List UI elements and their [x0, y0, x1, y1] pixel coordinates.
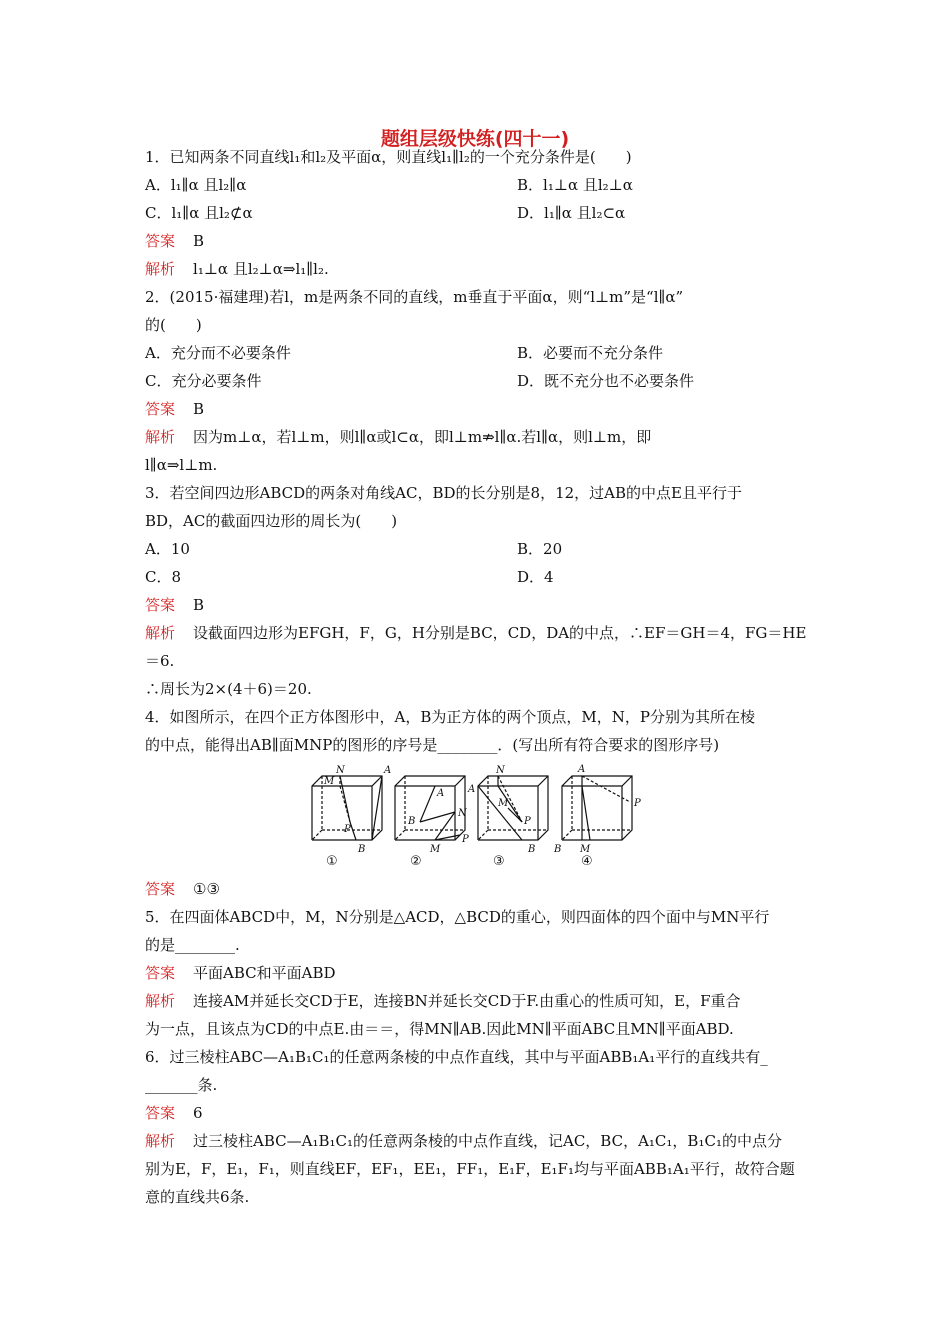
analysis-text: l₁⊥α 且l₂⊥α⇒l₁∥l₂. [193, 260, 329, 278]
answer-label: 答案 [145, 1104, 176, 1122]
question-1-option-c: C．l₁∥α 且l₂⊄α [145, 204, 253, 222]
question-6-analysis-line-2: 别为E，F，E₁，F₁，则直线EF，EF₁，EE₁，FF₁，E₁F，E₁F₁均与平面ABB₁A₁平行，故符合题 [145, 1160, 795, 1178]
analysis-label: 解析 [145, 992, 176, 1010]
figure-label-b: B [358, 844, 366, 855]
question-1-option-b: B．l₁⊥α 且l₂⊥α [517, 176, 633, 194]
question-5-stem-line-2: 的是________. [145, 936, 240, 954]
question-2-stem-line-1: 2．(2015·福建理)若l，m是两条不同的直线，m垂直于平面α，则“l⊥m”是“l∥α” [145, 288, 684, 306]
answer-label: 答案 [145, 964, 176, 982]
question-1-answer [145, 231, 204, 251]
question-2-option-c: C．充分必要条件 [145, 372, 262, 390]
answer-value: B [193, 596, 205, 614]
question-2-option-d: D．既不充分也不必要条件 [517, 372, 695, 390]
question-4-answer [145, 879, 220, 899]
figure-number-3: ③ [493, 854, 505, 869]
figure-label-p: P [344, 824, 351, 835]
figure-label-a: A [468, 784, 476, 795]
answer-value: 6 [193, 1104, 203, 1122]
question-3-answer [145, 595, 204, 615]
question-1-stem: 1．已知两条不同直线l₁和l₂及平面α，则直线l₁∥l₂的一个充分条件是( ) [145, 148, 632, 166]
question-3-analysis-line-3: ∴周长为2×(4＋6)＝20. [145, 680, 312, 698]
figure-label-b: B [408, 816, 416, 827]
question-3-option-c: C．8 [145, 568, 182, 586]
question-4-stem-line-2: 的中点，能得出AB∥面MNP的图形的序号是________．(写出所有符合要求的图形序号) [145, 736, 720, 754]
question-5-analysis [145, 991, 741, 1011]
figure-label-b: B [528, 844, 536, 855]
figure-label-m: M [324, 776, 335, 787]
figure-number-4: ④ [581, 854, 593, 869]
analysis-text: 设截面四边形为EFGH，F，G，H分别是BC，CD，DA的中点，∴EF＝GH＝4，FG＝HE [193, 624, 807, 642]
analysis-text: 过三棱柱ABC—A₁B₁C₁的任意两条棱的中点作直线，记AC，BC，A₁C₁，B₁C₁的中点分 [193, 1132, 782, 1150]
question-6-stem-line-1: 6．过三棱柱ABC—A₁B₁C₁的任意两条棱的中点作直线，其中与平面ABB₁A₁平行的直线共有_ [145, 1048, 768, 1066]
question-1-analysis [145, 259, 329, 279]
answer-label: 答案 [145, 596, 176, 614]
cube-figures [300, 762, 650, 872]
question-2-answer [145, 399, 204, 419]
figure-label-n: N [458, 808, 467, 819]
cube-figure-4 [562, 776, 632, 840]
question-2-option-b: B．必要而不充分条件 [517, 344, 664, 362]
analysis-label: 解析 [145, 260, 176, 278]
question-3-option-b: B．20 [517, 540, 563, 558]
figure-label-a: A [384, 765, 392, 776]
figure-label-m: M [430, 844, 441, 855]
analysis-text: 连接AM并延长交CD于E，连接BN并延长交CD于F.由重心的性质可知，E，F重合 [193, 992, 741, 1010]
question-3-analysis-line-2: ＝6. [145, 652, 175, 670]
question-6-answer [145, 1103, 203, 1123]
question-2-analysis [145, 427, 651, 447]
figure-label-m: M [580, 844, 591, 855]
question-2-stem-line-2: 的( ) [145, 316, 202, 334]
question-6-analysis-line-3: 意的直线共6条. [145, 1188, 250, 1206]
figure-label-b: B [554, 844, 562, 855]
figure-label-a: A [578, 764, 586, 775]
question-2-analysis-line-2: l∥α⇒l⊥m. [145, 456, 218, 474]
answer-value: ①③ [193, 880, 220, 898]
figure-number-1: ① [326, 854, 338, 869]
question-2-option-a: A．充分而不必要条件 [145, 344, 291, 362]
question-1-option-a: A．l₁∥α 且l₂∥α [145, 176, 247, 194]
analysis-label: 解析 [145, 624, 176, 642]
analysis-text: 因为m⊥α，若l⊥m，则l∥α或l⊂α，即l⊥m⇏l∥α.若l∥α，则l⊥m，即 [193, 428, 652, 446]
figure-label-p: P [524, 816, 531, 827]
answer-label: 答案 [145, 880, 176, 898]
question-6-analysis [145, 1131, 782, 1151]
question-5-stem-line-1: 5．在四面体ABCD中，M，N分别是△ACD，△BCD的重心，则四面体的四个面中与MN平行 [145, 908, 770, 926]
answer-value: B [193, 232, 205, 250]
question-4-stem-line-1: 4．如图所示，在四个正方体图形中，A，B为正方体的两个顶点，M，N，P分别为其所在棱 [145, 708, 755, 726]
question-5-answer [145, 963, 336, 983]
question-3-option-a: A．10 [145, 540, 190, 558]
question-1-option-d: D．l₁∥α 且l₂⊂α [517, 204, 626, 222]
question-5-analysis-line-2: 为一点，且该点为CD的中点E.由＝＝，得MN∥AB.因此MN∥平面ABC且MN∥平面ABD. [145, 1020, 734, 1038]
answer-label: 答案 [145, 400, 176, 418]
cube-figure-3 [478, 776, 548, 840]
question-6-stem-line-2: _______条. [145, 1076, 218, 1094]
figure-label-n: N [336, 765, 345, 776]
answer-value: B [193, 400, 205, 418]
cube-figure-2 [395, 776, 465, 840]
question-3-stem-line-2: BD，AC的截面四边形的周长为( ) [145, 512, 398, 530]
figure-label-p: P [462, 834, 469, 845]
answer-value: 平面ABC和平面ABD [193, 964, 336, 982]
analysis-label: 解析 [145, 428, 176, 446]
question-3-analysis [145, 623, 806, 643]
question-3-stem-line-1: 3．若空间四边形ABCD的两条对角线AC，BD的长分别是8，12，过AB的中点E且平行于 [145, 484, 742, 502]
analysis-label: 解析 [145, 1132, 176, 1150]
figure-number-2: ② [410, 854, 422, 869]
question-3-option-d: D．4 [517, 568, 554, 586]
page-title: 题组层级快练(四十一) [380, 128, 570, 150]
figure-label-p: P [634, 798, 641, 809]
figure-label-n: N [496, 765, 505, 776]
figure-label-m: M [498, 798, 509, 809]
figure-label-a: A [437, 788, 445, 799]
answer-label: 答案 [145, 232, 176, 250]
